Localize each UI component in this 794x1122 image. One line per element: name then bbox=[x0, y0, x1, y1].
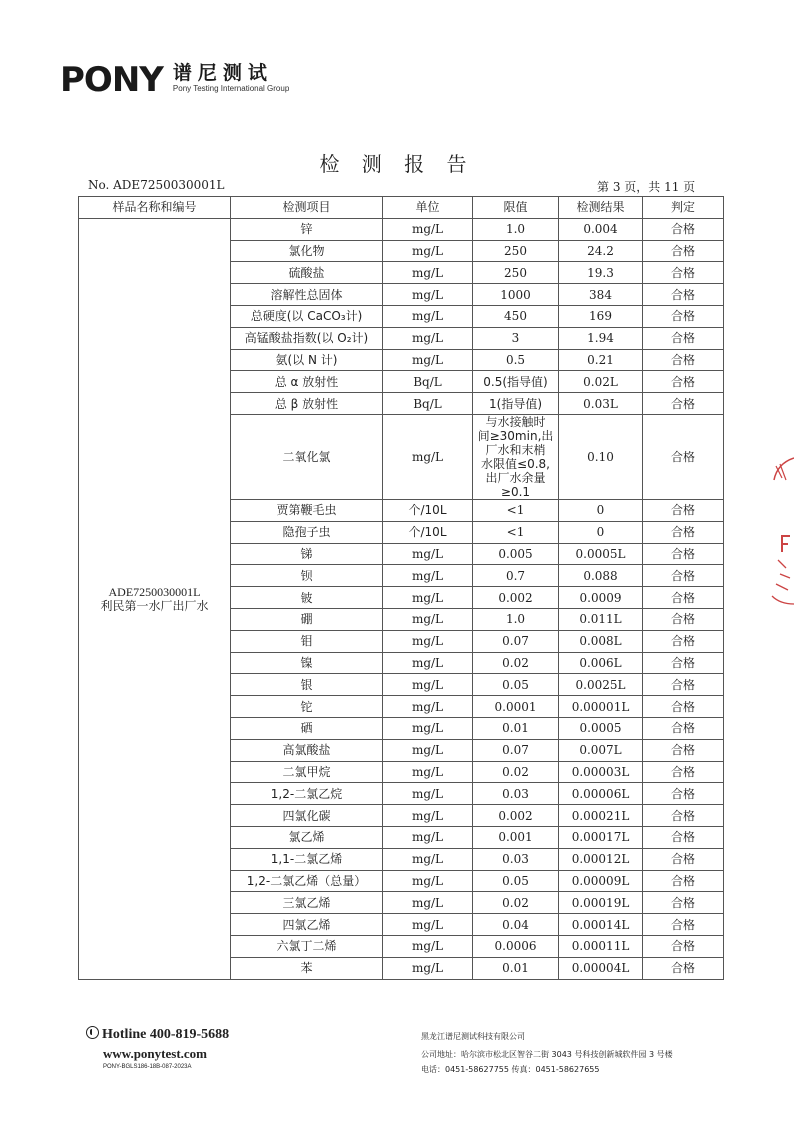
judgement-cell: 合格 bbox=[643, 262, 724, 284]
limit-line: ≥0.1 bbox=[500, 484, 531, 499]
result-cell: 0.02L bbox=[559, 371, 643, 393]
limit-cell: 0.0001 bbox=[473, 696, 559, 718]
unit-cell: mg/L bbox=[383, 608, 473, 630]
judgement-cell: 合格 bbox=[643, 521, 724, 543]
header-unit: 单位 bbox=[383, 197, 473, 219]
result-cell: 0.088 bbox=[559, 565, 643, 587]
unit-cell: mg/L bbox=[383, 805, 473, 827]
limit-cell: 0.01 bbox=[473, 957, 559, 979]
test-item-cell: 高氯酸盐 bbox=[231, 739, 383, 761]
result-cell: 0.00006L bbox=[559, 783, 643, 805]
unit-cell: mg/L bbox=[383, 284, 473, 306]
table-body bbox=[79, 218, 724, 979]
header-limit: 限值 bbox=[473, 197, 559, 219]
unit-cell: mg/L bbox=[383, 327, 473, 349]
limit-cell: 0.05 bbox=[473, 674, 559, 696]
test-item-cell: 银 bbox=[231, 674, 383, 696]
unit-cell: mg/L bbox=[383, 848, 473, 870]
test-item-cell: 二氧化氯 bbox=[231, 414, 383, 499]
table-row bbox=[79, 218, 724, 240]
unit-cell: mg/L bbox=[383, 935, 473, 957]
unit-cell: mg/L bbox=[383, 957, 473, 979]
sample-cell bbox=[79, 218, 231, 979]
result-cell: 0 bbox=[559, 521, 643, 543]
result-cell: 384 bbox=[559, 284, 643, 306]
judgement-cell: 合格 bbox=[643, 565, 724, 587]
judgement-cell: 合格 bbox=[643, 717, 724, 739]
limit-cell: 250 bbox=[473, 262, 559, 284]
result-cell: 0.011L bbox=[559, 608, 643, 630]
limit-cell: 0.001 bbox=[473, 826, 559, 848]
test-item-cell: 总 β 放射性 bbox=[231, 393, 383, 415]
logo-text-group bbox=[173, 62, 289, 94]
result-cell: 0.006L bbox=[559, 652, 643, 674]
limit-cell: 0.7 bbox=[473, 565, 559, 587]
test-item-cell: 铍 bbox=[231, 587, 383, 609]
header-result: 检测结果 bbox=[559, 197, 643, 219]
limit-cell: 1.0 bbox=[473, 218, 559, 240]
result-cell: 0 bbox=[559, 499, 643, 521]
test-item-cell: 1,2-二氯乙烯（总量） bbox=[231, 870, 383, 892]
judgement-cell: 合格 bbox=[643, 783, 724, 805]
limit-cell: 0.05 bbox=[473, 870, 559, 892]
header-item: 检测项目 bbox=[231, 197, 383, 219]
result-cell: 0.03L bbox=[559, 393, 643, 415]
unit-cell: mg/L bbox=[383, 892, 473, 914]
judgement-cell: 合格 bbox=[643, 630, 724, 652]
test-item-cell: 四氯乙烯 bbox=[231, 914, 383, 936]
result-cell: 19.3 bbox=[559, 262, 643, 284]
unit-cell: mg/L bbox=[383, 565, 473, 587]
judgement-cell: 合格 bbox=[643, 327, 724, 349]
test-item-cell: 1,1-二氯乙烯 bbox=[231, 848, 383, 870]
result-cell: 0.0005 bbox=[559, 717, 643, 739]
logo-wordmark: PONY bbox=[60, 60, 163, 100]
limit-cell: 0.0006 bbox=[473, 935, 559, 957]
judgement-cell: 合格 bbox=[643, 218, 724, 240]
limit-cell: 0.07 bbox=[473, 630, 559, 652]
test-item-cell: 钼 bbox=[231, 630, 383, 652]
limit-cell: 0.02 bbox=[473, 652, 559, 674]
judgement-cell: 合格 bbox=[643, 674, 724, 696]
footer-website: www.ponytest.com bbox=[103, 1046, 207, 1061]
judgement-cell: 合格 bbox=[643, 935, 724, 957]
limit-cell: 0.07 bbox=[473, 739, 559, 761]
seal-stamp-fragment bbox=[768, 456, 794, 606]
unit-cell: 个/10L bbox=[383, 521, 473, 543]
unit-cell: mg/L bbox=[383, 262, 473, 284]
result-cell: 0.004 bbox=[559, 218, 643, 240]
judgement-cell: 合格 bbox=[643, 870, 724, 892]
result-cell: 0.21 bbox=[559, 349, 643, 371]
unit-cell: mg/L bbox=[383, 305, 473, 327]
report-title: 检 测 报 告 bbox=[319, 152, 475, 176]
judgement-cell: 合格 bbox=[643, 499, 724, 521]
logo-english-name: Pony Testing International Group bbox=[172, 84, 290, 93]
header-sample: 样品名称和编号 bbox=[79, 197, 231, 219]
judgement-cell: 合格 bbox=[643, 414, 724, 499]
limit-line: 间≥30min,出 bbox=[477, 428, 554, 443]
limit-cell: 1000 bbox=[473, 284, 559, 306]
unit-cell: mg/L bbox=[383, 349, 473, 371]
test-item-cell: 总硬度(以 CaCO₃计) bbox=[231, 305, 383, 327]
limit-cell: 1(指导值) bbox=[473, 393, 559, 415]
judgement-cell: 合格 bbox=[643, 957, 724, 979]
limit-line: 厂水和末梢 bbox=[485, 442, 546, 457]
judgement-cell: 合格 bbox=[643, 393, 724, 415]
limit-cell: 250 bbox=[473, 240, 559, 262]
limit-line: 水限值≤0.8, bbox=[481, 456, 550, 471]
judgement-cell: 合格 bbox=[643, 914, 724, 936]
unit-cell: mg/L bbox=[383, 630, 473, 652]
test-item-cell: 铊 bbox=[231, 696, 383, 718]
test-item-cell: 苯 bbox=[231, 957, 383, 979]
test-item-cell: 四氯化碳 bbox=[231, 805, 383, 827]
result-cell: 0.00009L bbox=[559, 870, 643, 892]
result-cell: 0.00004L bbox=[559, 957, 643, 979]
limit-cell: 0.04 bbox=[473, 914, 559, 936]
judgement-cell: 合格 bbox=[643, 652, 724, 674]
result-cell: 0.00021L bbox=[559, 805, 643, 827]
test-item-cell: 氨(以 N 计) bbox=[231, 349, 383, 371]
unit-cell: mg/L bbox=[383, 717, 473, 739]
unit-cell: mg/L bbox=[383, 587, 473, 609]
limit-cell: 0.5(指导值) bbox=[473, 371, 559, 393]
judgement-cell: 合格 bbox=[643, 349, 724, 371]
judgement-cell: 合格 bbox=[643, 284, 724, 306]
judgement-cell: 合格 bbox=[643, 848, 724, 870]
judgement-cell: 合格 bbox=[643, 587, 724, 609]
unit-cell: mg/L bbox=[383, 240, 473, 262]
result-cell: 0.00003L bbox=[559, 761, 643, 783]
limit-line: 与水接触时 bbox=[485, 414, 546, 429]
limit-cell bbox=[473, 414, 559, 499]
footer-phone: 电话：0451-58627755 传真：0451-58627655 bbox=[421, 1065, 600, 1074]
unit-cell: mg/L bbox=[383, 696, 473, 718]
limit-cell: 3 bbox=[473, 327, 559, 349]
unit-cell: mg/L bbox=[383, 914, 473, 936]
unit-cell: mg/L bbox=[383, 674, 473, 696]
limit-cell: 1.0 bbox=[473, 608, 559, 630]
limit-cell: 0.03 bbox=[473, 783, 559, 805]
unit-cell: mg/L bbox=[383, 783, 473, 805]
limit-cell: 0.03 bbox=[473, 848, 559, 870]
hotline-text: Hotline 400-819-5688 bbox=[102, 1027, 230, 1042]
result-cell: 0.00014L bbox=[559, 914, 643, 936]
result-cell: 0.00011L bbox=[559, 935, 643, 957]
company-logo bbox=[60, 62, 289, 100]
result-cell: 0.00017L bbox=[559, 826, 643, 848]
result-cell: 169 bbox=[559, 305, 643, 327]
result-cell: 1.94 bbox=[559, 327, 643, 349]
footer-address: 公司地址：哈尔滨市松北区智谷二街 3043 号科技创新城软件园 3 号楼 bbox=[421, 1050, 673, 1059]
unit-cell: mg/L bbox=[383, 543, 473, 565]
result-cell: 0.0009 bbox=[559, 587, 643, 609]
result-cell: 0.0005L bbox=[559, 543, 643, 565]
unit-cell: mg/L bbox=[383, 414, 473, 499]
limit-cell: 0.02 bbox=[473, 892, 559, 914]
result-cell: 0.00001L bbox=[559, 696, 643, 718]
test-item-cell: 三氯乙烯 bbox=[231, 892, 383, 914]
test-item-cell: 六氯丁二烯 bbox=[231, 935, 383, 957]
result-cell: 0.00019L bbox=[559, 892, 643, 914]
judgement-cell: 合格 bbox=[643, 240, 724, 262]
unit-cell: mg/L bbox=[383, 739, 473, 761]
limit-cell: 0.01 bbox=[473, 717, 559, 739]
result-cell: 0.00012L bbox=[559, 848, 643, 870]
test-item-cell: 氯化物 bbox=[231, 240, 383, 262]
table-header-row bbox=[79, 197, 724, 219]
unit-cell: 个/10L bbox=[383, 499, 473, 521]
unit-cell: mg/L bbox=[383, 218, 473, 240]
result-cell: 0.007L bbox=[559, 739, 643, 761]
judgement-cell: 合格 bbox=[643, 543, 724, 565]
unit-cell: mg/L bbox=[383, 826, 473, 848]
test-item-cell: 溶解性总固体 bbox=[231, 284, 383, 306]
limit-cell: 450 bbox=[473, 305, 559, 327]
test-item-cell: 二氯甲烷 bbox=[231, 761, 383, 783]
limit-cell: <1 bbox=[473, 521, 559, 543]
footer-hotline bbox=[86, 1026, 229, 1043]
logo-chinese-name: 谱尼测试 bbox=[172, 62, 273, 84]
test-item-cell: 氯乙烯 bbox=[231, 826, 383, 848]
test-item-cell: 隐孢子虫 bbox=[231, 521, 383, 543]
test-item-cell: 硼 bbox=[231, 608, 383, 630]
limit-cell: 0.002 bbox=[473, 587, 559, 609]
limit-cell: 0.5 bbox=[473, 349, 559, 371]
test-item-cell: 锌 bbox=[231, 218, 383, 240]
judgement-cell: 合格 bbox=[643, 892, 724, 914]
limit-cell: 0.002 bbox=[473, 805, 559, 827]
result-cell: 0.10 bbox=[559, 414, 643, 499]
judgement-cell: 合格 bbox=[643, 696, 724, 718]
judgement-cell: 合格 bbox=[643, 761, 724, 783]
footer-company: 黑龙江谱尼测试科技有限公司 bbox=[421, 1032, 525, 1041]
judgement-cell: 合格 bbox=[643, 305, 724, 327]
sample-name: 利民第一水厂出厂水 bbox=[100, 598, 209, 613]
limit-cell: <1 bbox=[473, 499, 559, 521]
judgement-cell: 合格 bbox=[643, 826, 724, 848]
unit-cell: Bq/L bbox=[383, 393, 473, 415]
report-number: No. ADE7250030001L bbox=[88, 178, 225, 192]
test-item-cell: 1,2-二氯乙烷 bbox=[231, 783, 383, 805]
result-cell: 24.2 bbox=[559, 240, 643, 262]
test-item-cell: 总 α 放射性 bbox=[231, 371, 383, 393]
test-item-cell: 硫酸盐 bbox=[231, 262, 383, 284]
limit-cell: 0.005 bbox=[473, 543, 559, 565]
judgement-cell: 合格 bbox=[643, 371, 724, 393]
phone-icon bbox=[86, 1026, 99, 1039]
test-item-cell: 镍 bbox=[231, 652, 383, 674]
test-item-cell: 贾第鞭毛虫 bbox=[231, 499, 383, 521]
result-cell: 0.0025L bbox=[559, 674, 643, 696]
test-item-cell: 高锰酸盐指数(以 O₂计) bbox=[231, 327, 383, 349]
unit-cell: Bq/L bbox=[383, 371, 473, 393]
unit-cell: mg/L bbox=[383, 652, 473, 674]
test-item-cell: 硒 bbox=[231, 717, 383, 739]
page-indicator: 第 3 页，共 11 页 bbox=[597, 180, 696, 194]
unit-cell: mg/L bbox=[383, 761, 473, 783]
test-item-cell: 锑 bbox=[231, 543, 383, 565]
unit-cell: mg/L bbox=[383, 870, 473, 892]
result-cell: 0.008L bbox=[559, 630, 643, 652]
judgement-cell: 合格 bbox=[643, 608, 724, 630]
header-judgement: 判定 bbox=[643, 197, 724, 219]
test-item-cell: 钡 bbox=[231, 565, 383, 587]
test-results-table bbox=[78, 196, 724, 980]
sample-code: ADE7250030001L bbox=[108, 584, 201, 599]
limit-line: 出厂水余量 bbox=[485, 470, 546, 485]
judgement-cell: 合格 bbox=[643, 739, 724, 761]
limit-cell: 0.02 bbox=[473, 761, 559, 783]
judgement-cell: 合格 bbox=[643, 805, 724, 827]
footer-document-code: PONY-BGLS186-18B-087-2023A bbox=[103, 1064, 192, 1070]
